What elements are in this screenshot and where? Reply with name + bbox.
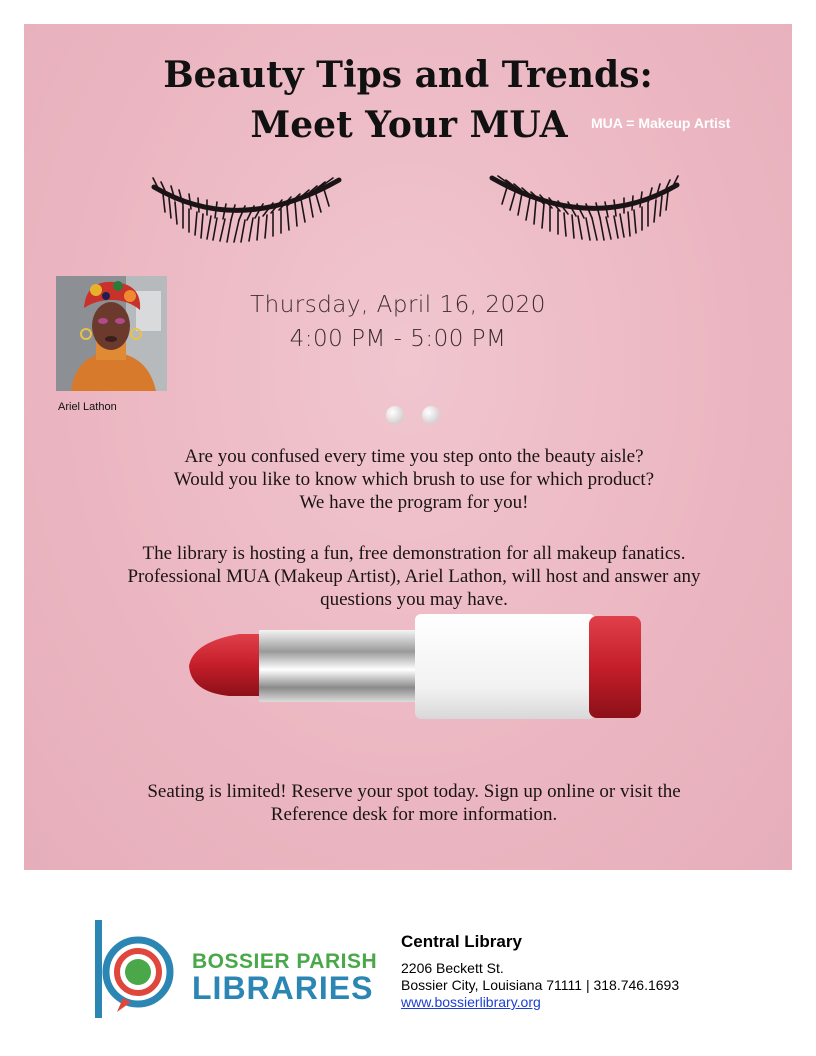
library-location-name: Central Library (401, 932, 522, 951)
logo-text-libraries: LIBRARIES (192, 970, 374, 1006)
event-date: Thursday, April 16, 2020 (250, 292, 546, 318)
intro-line: Are you confused every time you step onto the beauty aisle? (184, 446, 644, 467)
description-line: Professional MUA (Makeup Artist), Ariel Lathon, will host and answer any (127, 566, 701, 587)
pearl-earring-left-image (384, 404, 406, 426)
poster-title-line2: Meet Your MUA (250, 104, 568, 146)
event-poster (24, 24, 792, 870)
closing-paragraph (64, 780, 764, 826)
intro-paragraph (64, 445, 764, 514)
closing-line: Seating is limited! Reserve your spot today. Sign up online or visit the (147, 781, 681, 802)
description-paragraph (64, 542, 764, 611)
left-eyelash-image (149, 172, 349, 244)
host-photo-caption: Ariel Lathon (58, 401, 117, 413)
poster-title-line1: Beauty Tips and Trends: (163, 54, 653, 96)
library-website-link[interactable]: www.bossierlibrary.org (401, 994, 541, 1010)
logo-text-bossier-parish: BOSSIER PARISH (192, 950, 378, 973)
library-city-phone: Bossier City, Louisiana 71111 | 318.746.1693 (401, 977, 680, 993)
pearl-earring-right-image (420, 404, 442, 426)
bossier-library-logo-icon (95, 920, 180, 1020)
right-eyelash-image (482, 170, 682, 242)
library-street-address: 2206 Beckett St. (401, 960, 504, 976)
intro-line: Would you like to know which brush to use for which product? (173, 469, 655, 490)
closing-line: Reference desk for more information. (270, 804, 558, 825)
description-line: questions you may have. (320, 589, 508, 610)
mua-definition-note: MUA = Makeup Artist (591, 115, 731, 131)
description-line: The library is hosting a fun, free demonstration for all makeup fanatics. (142, 543, 686, 564)
lipstick-image (179, 604, 649, 729)
event-time: 4:00 PM - 5:00 PM (289, 326, 507, 352)
intro-line: We have the program for you! (299, 492, 529, 513)
